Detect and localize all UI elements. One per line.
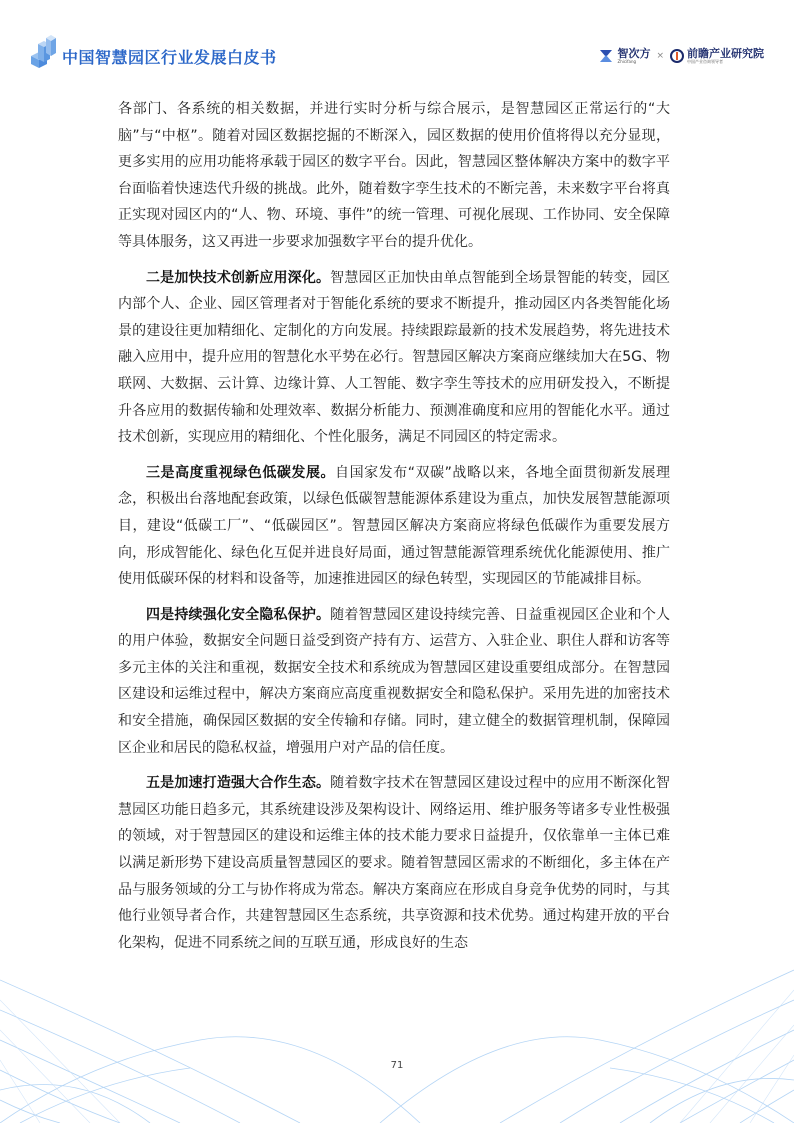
partner-logos xyxy=(598,44,764,68)
paragraph-3-text: 自国家发布“双碳”战略以来，各地全面贯彻新发展理念，积极出台落地配套政策，以绿色低碳智慧能源体系建设为重点，加快发展智慧能源项目，建设“低碳工厂”、“低碳园区”。智慧园区解决方案商应将绿色低碳作为重要发展方向，形成智能化、绿色化互促并进良好局面，通过智慧能源管理系统优化能源使用、推广使用低碳环保的材料和设备等，加速推进园区的绿色转型，实现园区的节能减排目标。 xyxy=(118,464,670,588)
zhicifang-name: 智次方 xyxy=(617,47,651,60)
body-text xyxy=(118,96,670,965)
qianzhan-mark-icon xyxy=(670,49,684,63)
paragraph-4 xyxy=(118,602,670,762)
qianzhan-sub: 中国产业咨询领导者 xyxy=(687,59,723,64)
paragraph-5 xyxy=(118,770,670,956)
city-blocks-logo-icon xyxy=(28,32,58,70)
paragraph-2 xyxy=(118,265,670,451)
paragraph-2-heading: 二是加快技术创新应用深化。 xyxy=(146,269,331,286)
zhicifang-sub: Zhicifang xyxy=(617,59,637,64)
zhicifang-mark-icon xyxy=(598,48,614,64)
paragraph-1: 各部门、各系统的相关数据，并进行实时分析与综合展示，是智慧园区正常运行的“大脑”与“中枢”。随着对园区数据挖掘的不断深入，园区数据的使用价值将得以充分显现，更多实用的应用功能将承载于园区的数字平台。因此，智慧园区整体解决方案中的数字平台面临着快速迭代升级的挑战。此外，随着数字孪生技术的不断完善，未来数字平台将真正实现对园区内的“人、物、环境、事件”的统一管理、可视化展现、工作协同、安全保障等具体服务，这又再进一步要求加强数字平台的提升优化。 xyxy=(118,101,670,250)
paragraph-3-heading: 三是高度重视绿色低碳发展。 xyxy=(146,464,336,481)
qianzhan-logo xyxy=(670,48,764,64)
paragraph-3 xyxy=(118,460,670,593)
paragraph-5-text: 随着数字技术在智慧园区建设过程中的应用不断深化智慧园区功能日趋多元，其系统建设涉及架构设计、网络运用、维护服务等诸多专业性极强的领域，对于智慧园区的建设和运维主体的技术能力要求日益提升，仅依靠单一主体已难以满足新形势下建设高质量智慧园区的要求。随着智慧园区需求的不断细化，多主体在产品与服务领域的分工与协作将成为常态。解决方案商应在形成自身竞争优势的同时，与其他行业领导者合作，共建智慧园区生态系统，共享资源和技术优势。通过构建开放的平台化架构，促进不同系统之间的互联互通，形成良好的生态 xyxy=(118,775,671,951)
wireframe-decoration xyxy=(0,940,794,1123)
paragraph-4-heading: 四是持续强化安全隐私保护。 xyxy=(146,606,331,623)
qianzhan-name: 前瞻产业研究院 xyxy=(687,47,764,60)
paragraph-2-text: 智慧园区正加快由单点智能到全场景智能的转变，园区内部个人、企业、园区管理者对于智能化系统的要求不断提升，推动园区内各类智能化场景的建设往更加精细化、定制化的方向发展。持续跟踪最新的技术发展趋势，将先进技术融入应用中，提升应用的智慧化水平势在必行。智慧园区解决方案商应继续加大在5G、物联网、大数据、云计算、边缘计算、人工智能、数字孪生等技术的应用研发投入，不断提升各应用的数据传输和处理效率、数据分析能力、预测准确度和应用的智能化水平。通过技术创新，实现应用的精细化、个性化服务，满足不同园区的特定需求。 xyxy=(118,269,671,446)
document-title: 中国智慧园区行业发展白皮书 xyxy=(62,48,277,67)
paragraph-5-heading: 五是加速打造强大合作生态。 xyxy=(146,775,331,792)
partner-separator: × xyxy=(656,51,664,61)
zhicifang-logo xyxy=(598,48,650,64)
page-header xyxy=(0,0,794,80)
page-number: 71 xyxy=(390,1060,404,1071)
paragraph-4-text: 随着智慧园区建设持续完善、日益重视园区企业和个人的用户体验，数据安全问题日益受到资产持有方、运营方、入驻企业、职住人群和访客等多元主体的关注和重视，数据安全技术和系统成为智慧园区建设重要组成部分。在智慧园区建设和运维过程中，解决方案商应高度重视数据安全和隐私保护。采用先进的加密技术和安全措施，确保园区数据的安全传输和存储。同时，建立健全的数据管理机制，保障园区企业和居民的隐私权益，增强用户对产品的信任度。 xyxy=(118,606,671,756)
